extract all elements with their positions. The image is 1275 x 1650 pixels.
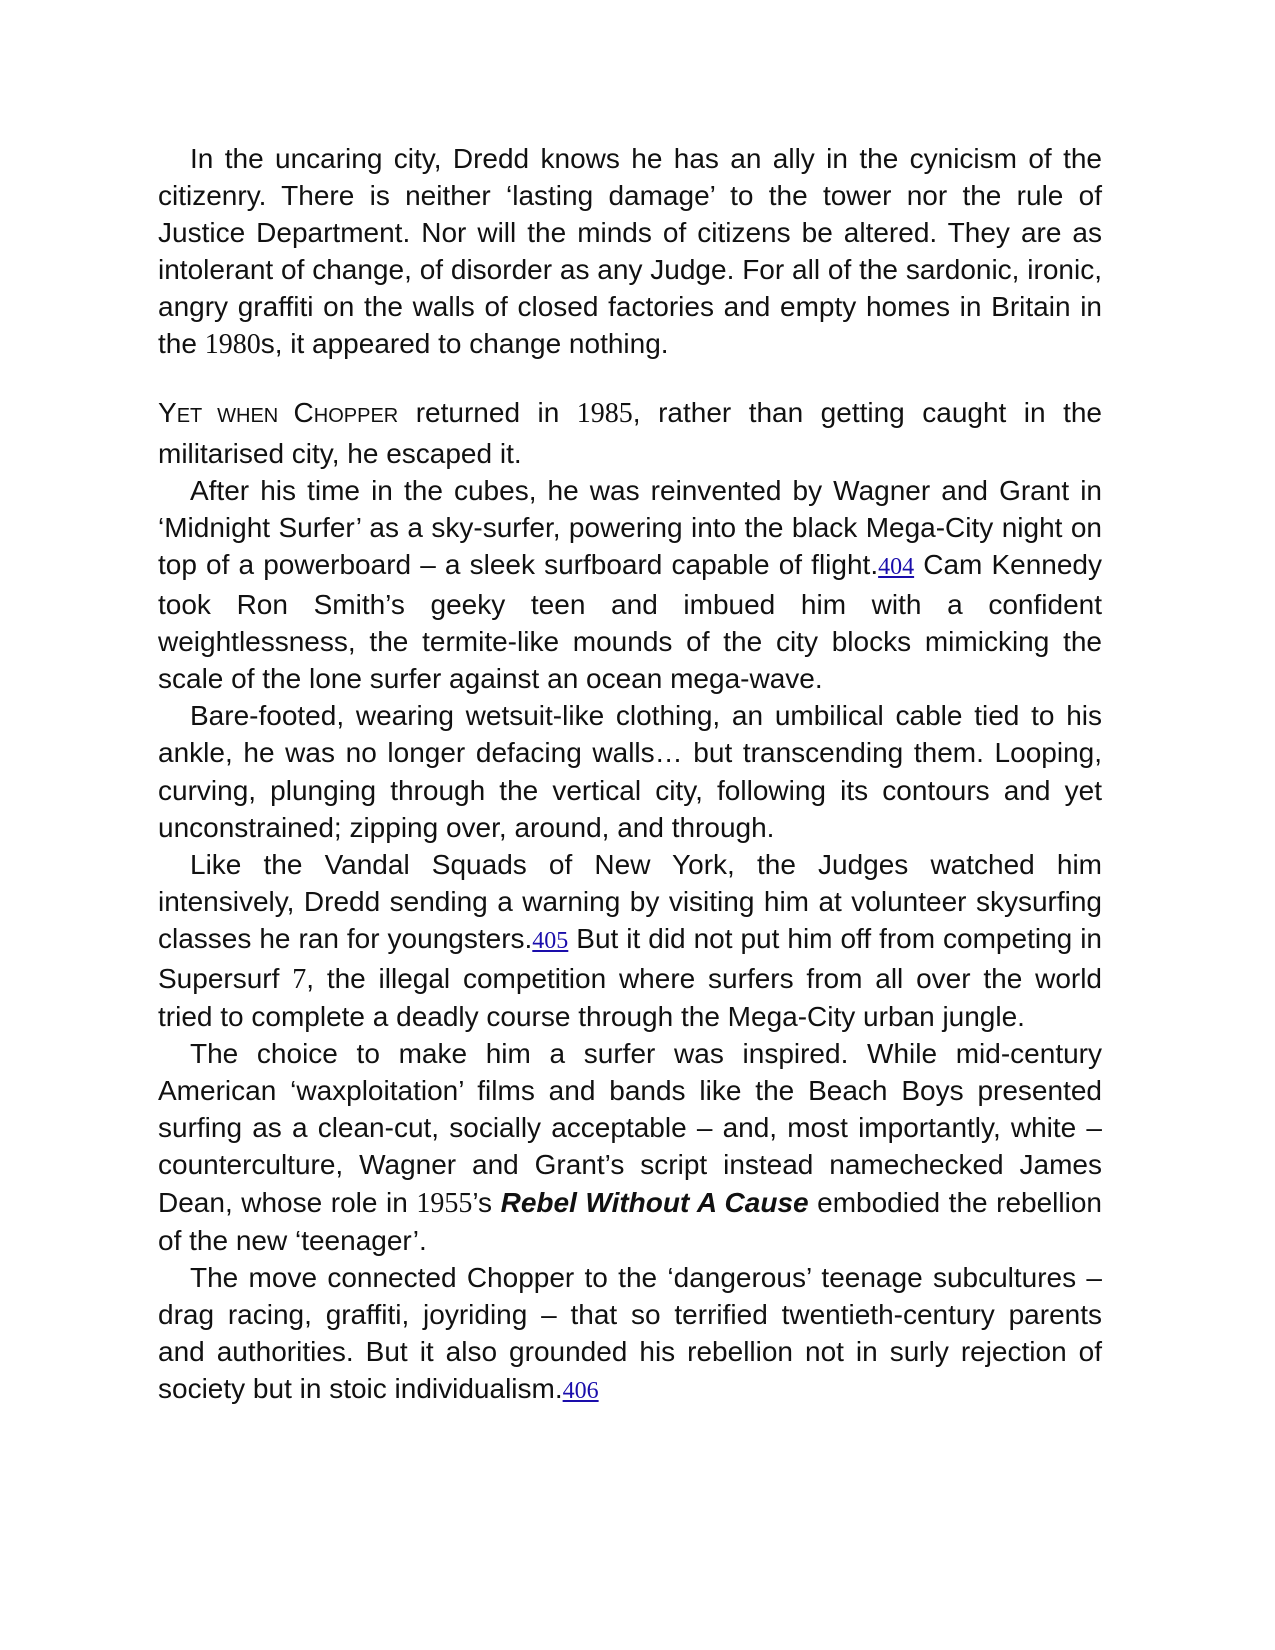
section-break (158, 364, 1102, 394)
paragraph-4 (158, 697, 1102, 845)
paragraph-text: ’s (472, 1186, 501, 1218)
paragraph-1 (158, 140, 1102, 364)
paragraph-text: But it did not put him off from competing in Supersurf (158, 922, 1102, 994)
paragraph-text: Like the Vandal Squads of New York, the Judges watched him intensively, Dredd sending a warning by visiting him at volunteer skysurfing classes he ran for youngsters. (158, 848, 1102, 954)
paragraph-text: Cam Kennedy took Ron Smith’s geeky teen and imbued him with a confident weightlessness, the termite-like mounds of the city blocks mimicking the scale of the lone surfer against an ocean mega-wave. (158, 548, 1103, 695)
paragraph-2 (158, 394, 1102, 472)
paragraph-text: returned in (398, 396, 577, 428)
paragraph-text: In the uncaring city, Dredd knows he has an ally in the cynicism of the citizenry. There is neither ‘lasting damage’ to the tower nor the rule of Justice Department. Nor will the minds of citizens be altered. They are as intolerant of change, of disorder as any Judge. For all of the sardonic, ironic, angry graffiti on the walls of closed factories and empty homes in Britain in the (158, 143, 1102, 360)
paragraph-text: , the illegal competition where surfers from all over the world tried to complete a deadly course through the Mega-City urban jungle. (158, 962, 1103, 1033)
paragraph-text: Bare-footed, wearing wetsuit-like clothing, an umbilical cable tied to his ankle, he was no longer defacing walls… but transcending them. Looping, curving, plunging through the vertical city, following its contours and yet unconstrained; zipping over, around, and through. (158, 700, 1102, 843)
year-number: 1955 (416, 1187, 473, 1219)
year-number: 1985 (576, 397, 633, 429)
small-caps-rest: HOPPER (313, 404, 399, 427)
small-caps-capital: C (293, 396, 314, 428)
year-number: 1980 (204, 329, 261, 361)
page-body (158, 140, 1102, 1410)
small-caps-rest: ET WHEN (176, 404, 294, 427)
paragraph-text: embodied the rebellion of the new ‘teenager’. (158, 1186, 1102, 1256)
footnote-link-406[interactable]: 406 (562, 1378, 599, 1404)
paragraph-5 (158, 846, 1102, 1035)
footnote-link-404[interactable]: 404 (878, 553, 915, 580)
footnote-link-405[interactable]: 405 (532, 927, 569, 954)
paragraph-6 (158, 1035, 1102, 1259)
paragraph-text: The choice to make him a surfer was inspired. While mid-century American ‘waxploitation’ films and bands like the Beach Boys presented surfing as a clean-cut, socially acceptable – and, most importantly, white – counterculture, Wagner and Grant’s script instead namechecked James Dean, whose role in (158, 1038, 1102, 1218)
small-caps-capital: Y (158, 396, 177, 428)
small-caps-opening (158, 397, 398, 428)
paragraph-3 (158, 472, 1102, 698)
paragraph-text: s, it appeared to change nothing. (260, 328, 669, 360)
film-title: Rebel Without A Cause (500, 1186, 809, 1218)
paragraph-text: , rather than getting caught in the militarised city, he escaped it. (158, 396, 1103, 469)
paragraph-text: The move connected Chopper to the ‘dangerous’ teenage subcultures – drag racing, graffiti, joyriding – that so terrified twentieth-century parents and authorities. But it also grounded his rebellion not in surly rejection of society but in stoic individualism. (158, 1261, 1102, 1404)
edition-number: 7 (292, 963, 307, 995)
paragraph-text: After his time in the cubes, he was reinvented by Wagner and Grant in ‘Midnight Surfer’ as a sky-surfer, powering into the black Mega-City night on top of a powerboard – a sleek surfboard capable of flight. (158, 474, 1102, 580)
paragraph-7 (158, 1259, 1102, 1410)
